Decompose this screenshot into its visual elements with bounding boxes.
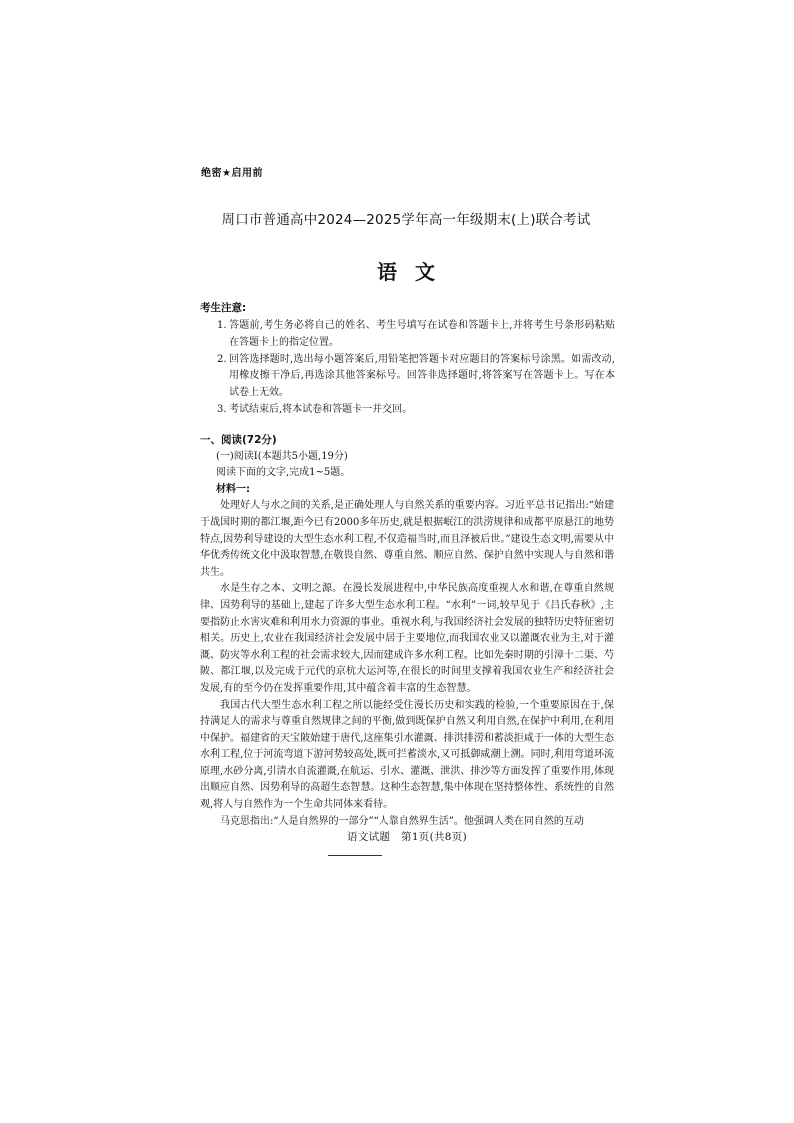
section-heading: 一、阅读(72分) bbox=[200, 434, 277, 446]
notice-item bbox=[217, 318, 615, 352]
notice-item-number: 1. bbox=[217, 320, 227, 331]
material-label: 材料一: bbox=[216, 483, 250, 495]
notice-item-number: 3. bbox=[217, 403, 227, 415]
exam-title: 周口市普通高中2024—2025学年高一年级期末(上)联合考试 bbox=[221, 212, 591, 228]
paragraph: 我国古代大型生态水利工程之所以能经受住漫长历史和实践的检验,一个重要原因在于,保持满足人的需求与尊重自然规律之间的平衡,做到既保护自然又利用自然,在保护中利用,在利用中保护。福建省的天宝陂始建于唐代,这座集引水灌溉、排洪排涝和蓄淡拒咸于一体的大型生态水利工程,位于河流弯道下游河势较高处,既可拦蓄淡水,又可抵御咸潮上溯。同时,利用弯道环流原理,水砂分离,引清水自流灌溉,在航运、引水、灌溉、泄洪、排沙等方面发挥了重要作用,体现出顺应自然、因势利导的高超生态智慧。这种生态智慧,集中体现在坚持整体性、系统性的自然观,将人与自然作为一个生命共同体来看待。 bbox=[200, 699, 614, 811]
footer-divider bbox=[328, 855, 382, 856]
secret-mark: 绝密★启用前 bbox=[201, 168, 263, 179]
subject-title: 语文 bbox=[377, 260, 453, 284]
notice-item-text: 答题前,考生务必将自己的姓名、考生号填写在试卷和答题卡上,并将考生号条形码粘贴在答题卡上的指定位置。 bbox=[229, 320, 615, 348]
notice-item-text: 考试结束后,将本试卷和答题卡一并交回。 bbox=[229, 403, 413, 415]
paragraph: 处理好人与水之间的关系,是正确处理人与自然关系的重要内容。习近平总书记指出:“始建于战国时期的都江堰,距今已有2000多年历史,就是根据岷江的洪涝规律和成都平原悬江的地势特点,因势利导建设的大型生态水利工程,不仅造福当时,而且泽被后世。”建设生态文明,需要从中华优秀传统文化中汲取智慧,在敬畏自然、尊重自然、顺应自然、保护自然中实现人与自然和谐共生。 bbox=[200, 500, 614, 578]
paragraph: 水是生存之本、文明之源。在漫长发展进程中,中华民族高度重视人水和谐,在尊重自然规律、因势利导的基础上,建起了许多大型生态水利工程。“水利”一词,较早见于《吕氏春秋》,主要指防止水害灾难和利用水力资源的事业。重视水利,与我国经济社会发展的独特历史特征密切相关。历史上,农业在我国经济社会发展中居于主要地位,而我国农业又以灌溉农业为主,对于灌溉、防灾等水利工程的社会需求较大,因而建成许多水利工程。比如先秦时期的引漳十二渠、芍陂、都江堰,以及完成于元代的京杭大运河等,在很长的时间里支撑着我国农业生产和经济社会发展,有的至今仍在发挥重要作用,其中蕴含着丰富的生态智慧。 bbox=[200, 583, 614, 694]
reading-section bbox=[200, 432, 614, 830]
notice-item bbox=[217, 352, 615, 402]
notice-item-text: 回答选择题时,选出每小题答案后,用铅笔把答题卡对应题目的答案标号涂黑。如需改动,用橡皮擦干净后,再选涂其他答案标号。回答非选择题时,将答案写在答题卡上。写在本试卷上无效。 bbox=[229, 353, 615, 399]
notice-heading: 考生注意: bbox=[200, 302, 247, 314]
paragraph: 马克思指出:“人是自然界的一部分”“人靠自然界生活”。他强调人类在同自然的互动 bbox=[220, 815, 584, 827]
notice-item bbox=[217, 402, 615, 419]
reading-instruction: 阅读下面的文字,完成1~5题。 bbox=[216, 467, 351, 479]
notice-list bbox=[217, 318, 615, 419]
notice-item-number: 2. bbox=[217, 353, 227, 365]
page-footer: 语文试题 第1页(共8页) bbox=[347, 831, 467, 843]
sub-heading: (一)阅读Ⅰ(本题共5小题,19分) bbox=[216, 450, 348, 462]
